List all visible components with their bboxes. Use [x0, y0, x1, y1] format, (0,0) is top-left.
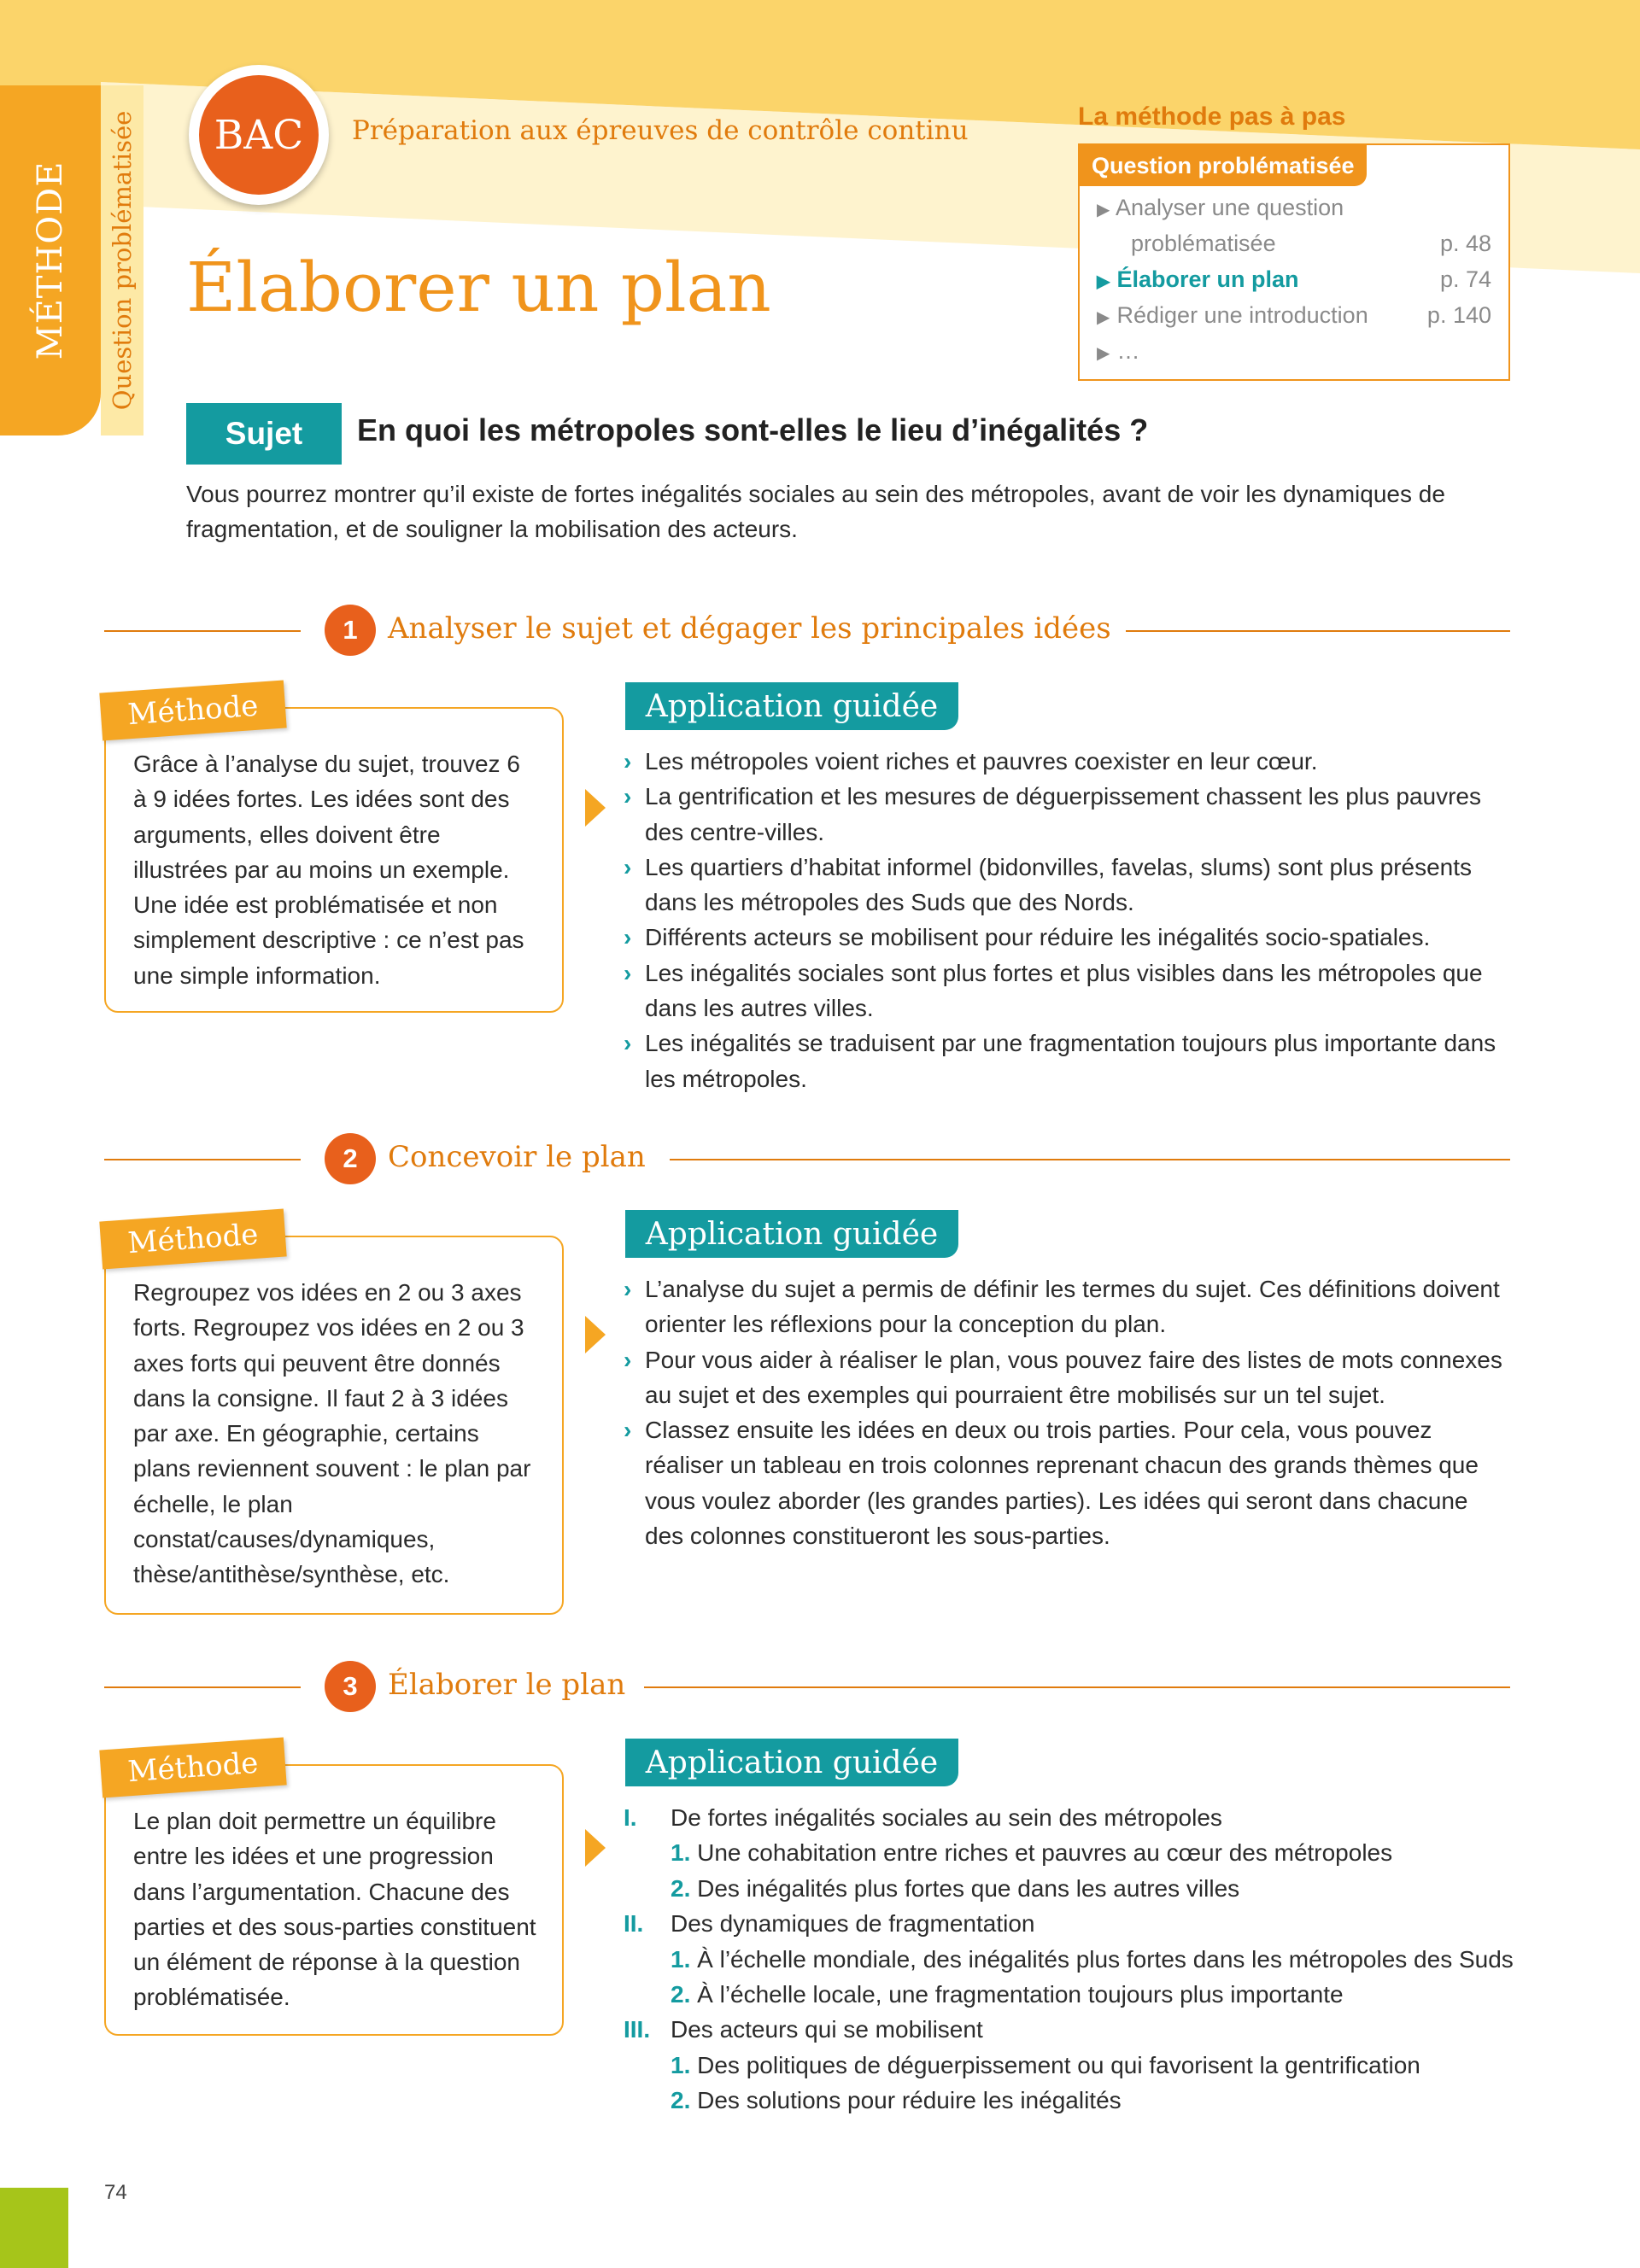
side-tab — [0, 85, 144, 435]
method-step-item[interactable] — [1097, 302, 1368, 329]
page-title: Élaborer un plan — [186, 248, 771, 327]
triangle-right-icon: ▶ — [1097, 201, 1110, 219]
method-steps-box — [1078, 143, 1510, 381]
section-divider — [644, 1686, 1510, 1688]
arrow-pointer-icon — [585, 789, 606, 827]
method-tag: Méthode — [99, 681, 286, 741]
plan-part-title: Des dynamiques de fragmentation — [671, 1910, 1035, 1938]
list-item: › Les inégalités sociales sont plus fortes et plus visibles dans les métropoles que dans les autres villes. — [624, 956, 1503, 1026]
section-divider — [104, 1686, 301, 1688]
chevron-right-icon: › — [624, 748, 632, 775]
application-list — [624, 1271, 1503, 1553]
method-step-label: … — [1116, 338, 1140, 364]
list-item: › Les inégalités se traduisent par une fragmentation toujours plus importante dans les métropoles. — [624, 1026, 1503, 1096]
chevron-right-icon: › — [624, 1346, 632, 1373]
side-tab-label: MÉTHODE — [31, 161, 70, 360]
section-title: Analyser le sujet et dégager les principales idées — [388, 611, 1111, 646]
plan-part — [624, 1906, 1520, 1941]
plan-part-number: II. — [624, 1910, 644, 1938]
plan-part — [624, 2012, 1520, 2047]
plan-part-number: III. — [624, 2016, 651, 2043]
section-divider — [104, 630, 301, 632]
plan-subpart: 2. Des solutions pour réduire les inégalités — [671, 2087, 1122, 2114]
plan-subpart: 1. À l’échelle mondiale, des inégalités plus fortes dans les métropoles des Suds — [671, 1945, 1514, 1973]
list-item: › Différents acteurs se mobilisent pour réduire les inégalités socio-spatiales. — [624, 920, 1503, 955]
chevron-right-icon: › — [624, 924, 632, 951]
list-item: › Les métropoles voient riches et pauvres coexister en leur cœur. — [624, 744, 1503, 779]
list-item: › L’analyse du sujet a permis de définir les termes du sujet. Ces définitions doivent orienter les réflexions pour la conception du plan. — [624, 1271, 1503, 1342]
chevron-right-icon: › — [624, 1276, 632, 1302]
plan-subpart: 1. Des politiques de déguerpissement ou qui favorisent la gentrification — [671, 2051, 1420, 2078]
section-number: 2 — [325, 1133, 376, 1184]
bac-badge-label: BAC — [199, 75, 319, 195]
method-steps-title: La méthode pas à pas — [1078, 102, 1346, 131]
bac-badge — [189, 65, 329, 205]
triangle-right-icon: ▶ — [1097, 308, 1110, 327]
list-item: › Pour vous aider à réaliser le plan, vous pouvez faire des listes de mots connexes au sujet et des exemples qui pourraient être mobilisés sur un tel sujet. — [624, 1342, 1503, 1413]
method-card — [104, 707, 564, 1013]
list-item: › Les quartiers d’habitat informel (bidonvilles, favelas, slums) sont plus présents dans les métropoles des Suds que des Nords. — [624, 850, 1503, 921]
section-title: Élaborer le plan — [388, 1668, 626, 1702]
application-list — [624, 744, 1503, 1096]
chevron-right-icon: › — [624, 783, 632, 810]
method-step-item[interactable] — [1097, 195, 1344, 221]
chevron-right-icon: › — [624, 1030, 632, 1057]
method-card — [104, 1764, 564, 2036]
method-tag: Méthode — [99, 1738, 286, 1798]
list-item: › Classez ensuite les idées en deux ou trois parties. Pour cela, vous pouvez réaliser un tableau en trois colonnes reprenant chacun des grands thèmes que vous voulez aborder (les grandes parties). Les idées qui seront dans chacune des colonnes constitueront les sous-parties. — [624, 1412, 1503, 1553]
chevron-right-icon: › — [624, 853, 632, 880]
list-item: › La gentrification et les mesures de déguerpissement chassent les plus pauvres des centre-villes. — [624, 779, 1503, 850]
arrow-pointer-icon — [585, 1316, 606, 1353]
triangle-right-icon: ▶ — [1097, 344, 1110, 363]
plan-subpart: 2. À l’échelle locale, une fragmentation toujours plus importante — [671, 1981, 1344, 2008]
method-card — [104, 1236, 564, 1615]
method-step-label: Rédiger une introduction — [1116, 302, 1368, 328]
header-subtitle: Préparation aux épreuves de contrôle continu — [352, 115, 969, 146]
application-tag: Application guidée — [625, 682, 958, 730]
plan-outline — [624, 1800, 1520, 2119]
section-divider — [104, 1159, 301, 1160]
application-tag: Application guidée — [625, 1739, 958, 1786]
chevron-right-icon: › — [624, 959, 632, 986]
method-text: Regroupez vos idées en 2 ou 3 axes forts. Regroupez vos idées en 2 ou 3 axes forts qui peuvent être donnés dans la consigne. Il faut 2 à 3 idées par axe. En géographie, certains plans reviennent souvent : le plan par échelle, le plan constat/causes/dynamiques, thèse/antithèse/synthèse, etc. — [133, 1279, 531, 1588]
application-tag: Application guidée — [625, 1210, 958, 1258]
subject-question: En quoi les métropoles sont-elles le lieu d’inégalités ? — [357, 412, 1149, 447]
method-steps-tag: Question problématisée — [1080, 145, 1367, 186]
method-tag: Méthode — [99, 1209, 286, 1270]
method-text: Le plan doit permettre un équilibre entre les idées et une progression dans l’argumentation. Chacune des parties et des sous-parties constituent un élément de réponse à la question problématisée. — [133, 1808, 536, 2011]
method-step-label-cont: problématisée — [1131, 231, 1276, 256]
section-title: Concevoir le plan — [388, 1140, 646, 1174]
method-step-page: p. 140 — [1426, 302, 1491, 328]
triangle-right-icon: ▶ — [1097, 272, 1110, 291]
subject-intro: Vous pourrez montrer qu’il existe de fortes inégalités sociales au sein des métropoles, avant de voir les dynamiques de fragmentation, et de souligner la mobilisation des acteurs. — [186, 481, 1445, 542]
method-step-item-current[interactable] — [1097, 266, 1299, 293]
section-divider — [670, 1159, 1510, 1160]
method-step-page: p. 48 — [1439, 231, 1491, 256]
method-step-label: Élaborer un plan — [1116, 266, 1299, 292]
side-tab-sublabel: Question problématisée — [108, 110, 137, 411]
plan-part-number: I. — [624, 1804, 637, 1831]
method-step-page: p. 74 — [1439, 266, 1491, 292]
page-number: 74 — [104, 2181, 127, 2204]
method-step-label: Analyser une question — [1116, 195, 1344, 220]
method-step-item — [1097, 338, 1140, 365]
plan-part-title: Des acteurs qui se mobilisent — [671, 2016, 983, 2043]
plan-subpart: 2. Des inégalités plus fortes que dans les autres villes — [671, 1874, 1240, 1902]
subject-tag: Sujet — [186, 403, 342, 465]
plan-subpart: 1. Une cohabitation entre riches et pauvres au cœur des métropoles — [671, 1839, 1393, 1867]
plan-part-title: De fortes inégalités sociales au sein des métropoles — [671, 1804, 1222, 1831]
arrow-pointer-icon — [585, 1829, 606, 1867]
chevron-right-icon: › — [624, 1417, 632, 1444]
section-number: 1 — [325, 605, 376, 656]
page-corner-marker — [0, 2188, 68, 2268]
plan-part — [624, 1800, 1520, 1835]
section-number: 3 — [325, 1661, 376, 1712]
section-divider — [1126, 630, 1510, 632]
method-text: Grâce à l’analyse du sujet, trouvez 6 à 9 idées fortes. Les idées sont des arguments, elles doivent être illustrées par au moins un exemple. Une idée est problématisée et non simplement descriptive : ce n’est pas une simple information. — [133, 751, 524, 989]
